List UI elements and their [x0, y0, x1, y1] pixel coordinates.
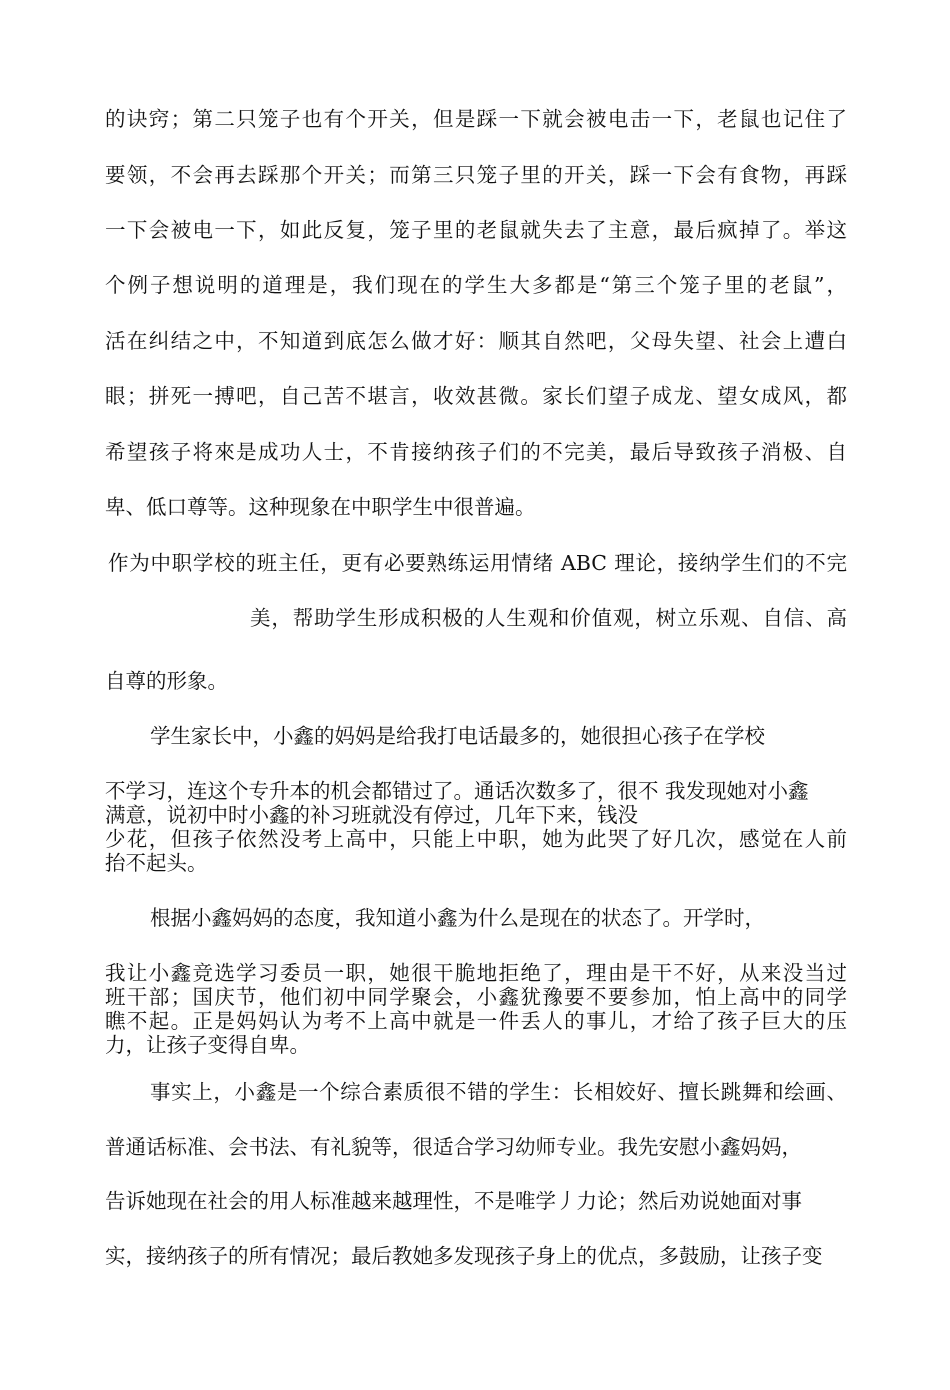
paragraph-2-line-2: 美，帮助学生形成积极的人生观和价值观，树立乐观、自信、高 — [250, 606, 847, 630]
paragraph-1-line-2: 要领，不会再去踩那个开关；而第三只笼子里的开关，踩一下会有食物，再踩 — [105, 163, 847, 187]
paragraph-4-line-5: 力，让孩子变得自卑。 — [105, 1033, 310, 1057]
paragraph-3-line-5: 抬不起头。 — [105, 851, 208, 875]
paragraph-5-line-1: 事实上，小鑫是一个综合素质很不错的学生：长相姣好、擅长跳舞和绘画、 — [150, 1080, 847, 1104]
paragraph-1-line-4: 个例子想说明的道理是，我们现在的学生大多都是“第三个笼子里的老鼠”， — [105, 273, 847, 297]
paragraph-4-line-3: 班干部；国庆节，他们初中同学聚会，小鑫犹豫要不要参加，怕上高中的同学 — [105, 985, 847, 1009]
paragraph-5-line-4: 实，接纳孩子的所有情况；最后教她多发现孩子身上的优点，多鼓励，让孩子变 — [105, 1244, 823, 1268]
paragraph-1-line-1: 的诀窍；第二只笼子也有个开关，但是踩一下就会被电击一下，老鼠也记住了 — [105, 107, 847, 131]
paragraph-1-line-7: 希望孩子将來是成功人士，不肯接纳孩子们的不完美，最后导致孩子消极、自 — [105, 440, 847, 464]
paragraph-1-line-6: 眼；拼死一搏吧，自己苦不堪言，收效甚微。家长们望子成龙、望女成风，都 — [105, 384, 847, 408]
paragraph-1-line-8: 卑、低口尊等。这种现象在中职学生中很普遍。 — [105, 495, 536, 519]
paragraph-2-line-1: 作为中职学校的班主任，更有必要熟练运用情绪 ABC 理论，接纳学生们的不完 — [108, 551, 847, 575]
paragraph-3-line-2: 不学习，连这个专升本的机会都错过了。通话次数多了，很不 我发现她对小鑫 — [105, 779, 809, 803]
paragraph-5-line-2: 普通话标准、会书法、有礼貌等，很适合学习幼师专业。我先安慰小鑫妈妈， — [105, 1135, 802, 1159]
paragraph-3-line-3: 满意，说初中时小鑫的补习班就没有停过，几年下来，钱没 — [105, 803, 638, 827]
paragraph-5-line-3: 告诉她现在社会的用人标准越来越理性，不是唯学丿力论；然后劝说她面对事 — [105, 1189, 802, 1213]
paragraph-4-line-2: 我让小鑫竞选学习委员一职，她很干脆地拒绝了，理由是干不好，从来没当过 — [105, 961, 847, 985]
paragraph-3-line-1: 学生家长中，小鑫的妈妈是给我打电话最多的，她很担心孩子在学校 — [150, 724, 765, 748]
paragraph-4-line-4: 瞧不起。正是妈妈认为考不上高中就是一件丢人的事儿，才给了孩子巨大的压 — [105, 1009, 847, 1033]
paragraph-2-line-3: 自尊的形象。 — [105, 669, 228, 693]
paragraph-3-line-4: 少花，但孩子依然没考上高中，只能上中职，她为此哭了好几次，感觉在人前 — [105, 827, 847, 851]
paragraph-1-line-3: 一下会被电一下，如此反复，笼子里的老鼠就失去了主意，最后疯掉了。举这 — [105, 218, 847, 242]
paragraph-1-line-5: 活在纠结之中，不知道到底怎么做才好：顺其自然吧，父母失望、社会上遭白 — [105, 329, 847, 353]
paragraph-4-line-1: 根据小鑫妈妈的态度，我知道小鑫为什么是现在的状态了。开学时， — [150, 906, 765, 930]
